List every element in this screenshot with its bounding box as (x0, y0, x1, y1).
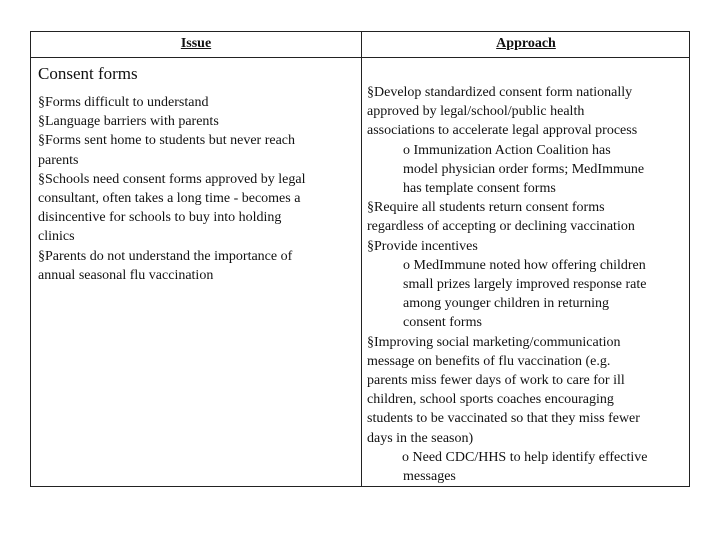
approach-subline: o Immunization Action Coalition has (403, 142, 611, 158)
issue-line: disincentive for schools to buy into holding (38, 210, 282, 226)
approach-line: §Require all students return consent forms (367, 200, 605, 216)
issue-section-title: Consent forms (38, 64, 138, 83)
approach-line: regardless of accepting or declining vaccination (367, 219, 635, 235)
approach-line: associations to accelerate legal approval process (367, 123, 638, 139)
approach-cell (367, 83, 687, 486)
issue-line: consultant, often takes a long time - becomes a (38, 191, 301, 207)
issue-cell (38, 64, 356, 285)
approach-subline: model physician order forms; MedImmune (403, 161, 645, 177)
issue-line: §Forms sent home to students but never reach (38, 133, 296, 149)
approach-subline: has template consent forms (403, 181, 556, 197)
approach-line: students to be vaccinated so that they miss fewer (367, 411, 640, 427)
approach-subline: consent forms (403, 315, 482, 331)
column-divider (361, 32, 362, 486)
approach-line: days in the season) (367, 430, 474, 446)
approach-subline: o MedImmune noted how offering children (403, 257, 646, 273)
approach-subline: small prizes largely improved response rate (403, 277, 647, 293)
approach-subline: o Need CDC/HHS to help identify effective (402, 449, 648, 465)
issue-line: annual seasonal flu vaccination (38, 267, 214, 283)
issue-approach-table (30, 31, 690, 487)
approach-line: §Provide incentives (367, 238, 478, 254)
header-approach: Approach (496, 36, 556, 51)
approach-line: message on benefits of flu vaccination (e.g. (367, 353, 611, 369)
issue-line: clinics (38, 229, 75, 245)
issue-line: §Forms difficult to understand (38, 95, 209, 110)
issue-line: §Language barriers with parents (38, 114, 219, 130)
header-issue: Issue (180, 36, 212, 51)
issue-line: §Parents do not understand the importance of (38, 248, 293, 264)
approach-subline: among younger children in returning (403, 296, 610, 312)
issue-line: parents (38, 152, 79, 168)
approach-subline: messages (403, 469, 456, 485)
approach-line: §Develop standardized consent form nationally (367, 85, 633, 100)
approach-line: children, school sports coaches encouraging (367, 392, 614, 408)
issue-line: §Schools need consent forms approved by legal (38, 171, 306, 187)
header-divider (31, 57, 689, 58)
approach-line: approved by legal/school/public health (367, 104, 585, 120)
approach-line: parents miss fewer days of work to care for ill (367, 373, 625, 389)
approach-line: §Improving social marketing/communication (367, 334, 621, 350)
